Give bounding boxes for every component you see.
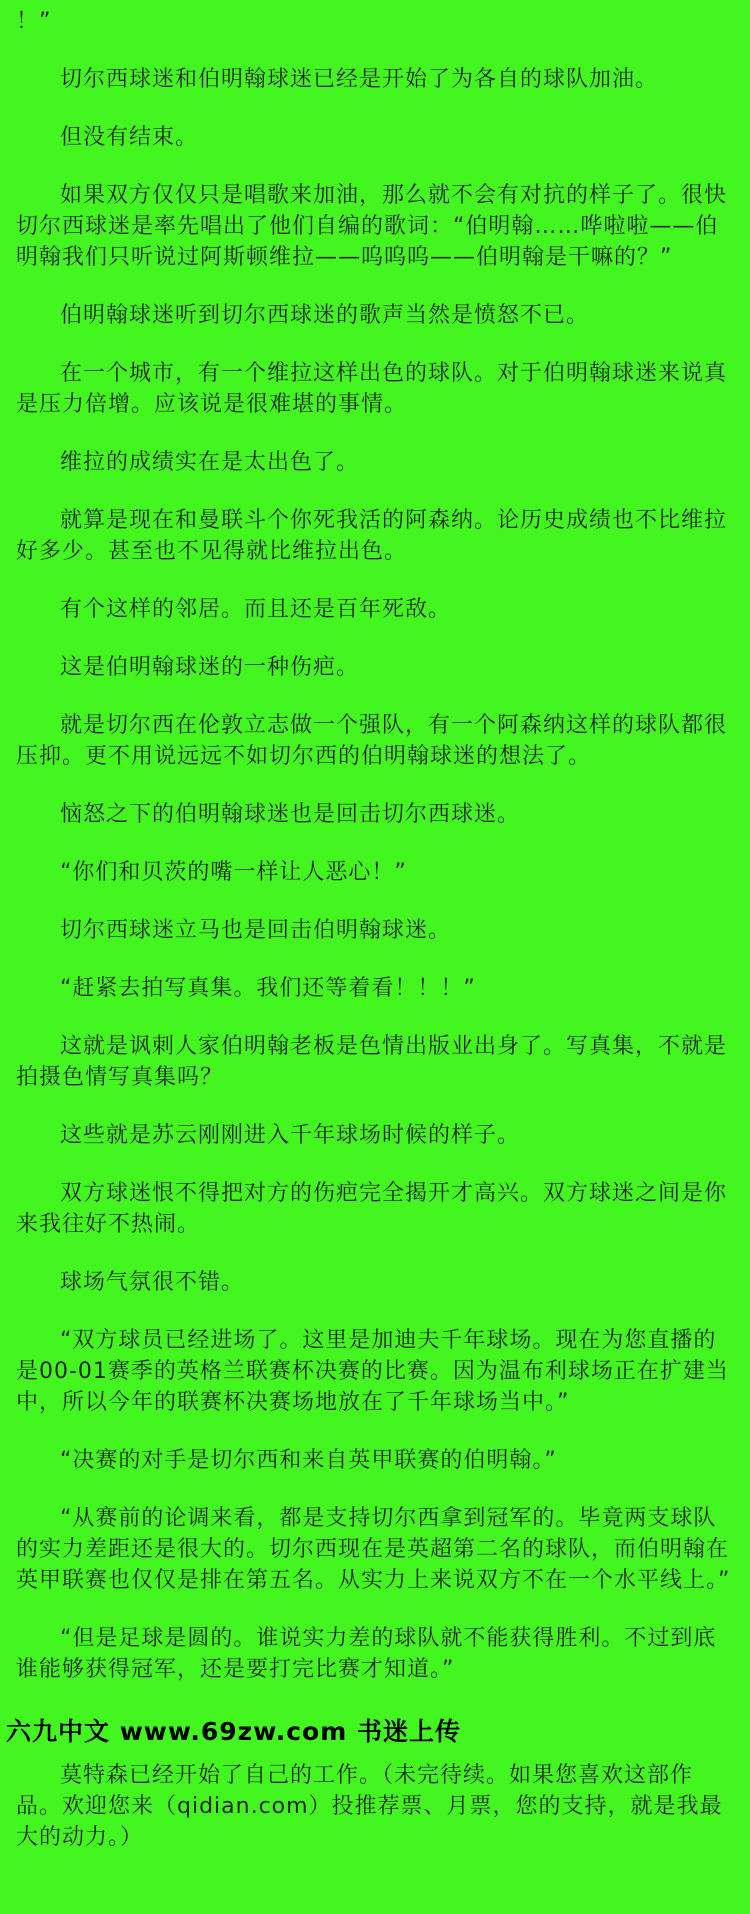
paragraph: 双方球迷恨不得把对方的伤疤完全揭开才高兴。双方球迷之间是你来我往好不热闹。 — [16, 1181, 728, 1237]
paragraph: 莫特森已经开始了自己的工作。（未完待续。如果您喜欢这部作品。欢迎您来（qidian.com）投推荐票、月票，您的支持，就是我最大的动力。） — [16, 1763, 723, 1850]
paragraph: 切尔西球迷立马也是回击伯明翰球迷。 — [60, 918, 452, 943]
paragraph: 就算是现在和曼联斗个你死我活的阿森纳。论历史成绩也不比维拉好多少。甚至也不见得就比维拉出色。 — [16, 508, 728, 564]
paragraph: 如果双方仅仅只是唱歌来加油，那么就不会有对抗的样子了。很快切尔西球迷是率先唱出了他们自编的歌词：“伯明翰……哗啦啦——伯明翰我们只听说过阿斯顿维拉——呜呜呜——伯明翰是干嘛的？” — [16, 183, 728, 270]
paragraph: 但没有结束。 — [60, 125, 199, 150]
paragraph: 这就是讽刺人家伯明翰老板是色情出版业出身了。写真集，不就是拍摄色情写真集吗？ — [16, 1034, 728, 1090]
paragraph: “从赛前的论调来看，都是支持切尔西拿到冠军的。毕竟两支球队的实力差距还是很大的。切尔西现在是英超第二名的球队，而伯明翰在英甲联赛也仅仅是排在第五名。从实力上来说双方不在一个水平线上。” — [16, 1506, 731, 1593]
paragraph: 在一个城市，有一个维拉这样出色的球队。对于伯明翰球迷来说真是压力倍增。应该说是很难堪的事情。 — [16, 361, 728, 417]
paragraph: 恼怒之下的伯明翰球迷也是回击切尔西球迷。 — [60, 802, 521, 827]
paragraph: 伯明翰球迷听到切尔西球迷的歌声当然是愤怒不已。 — [60, 303, 590, 328]
paragraph: 切尔西球迷和伯明翰球迷已经是开始了为各自的球队加油。 — [60, 67, 659, 92]
paragraph: 这是伯明翰球迷的一种伤疤。 — [60, 655, 360, 680]
site-watermark: 六九中文 www.69zw.com 书迷上传 — [6, 1717, 461, 1746]
paragraph: “双方球员已经进场了。这里是加迪夫千年球场。现在为您直播的是00-01赛季的英格兰联赛杯决赛的比赛。因为温布利球场正在扩建当中，所以今年的联赛杯决赛场地放在了千年球场当中。” — [16, 1328, 729, 1415]
paragraph: “但是足球是圆的。谁说实力差的球队就不能获得胜利。不过到底谁能够获得冠军，还是要打完比赛才知道。” — [16, 1626, 717, 1682]
paragraph: 球场气氛很不错。 — [60, 1270, 245, 1295]
paragraph: “决赛的对手是切尔西和来自英甲联赛的伯明翰。” — [60, 1448, 557, 1473]
paragraph: ！” — [16, 9, 52, 34]
paragraph: 这些就是苏云刚刚进入千年球场时候的样子。 — [60, 1123, 521, 1148]
paragraph: 就是切尔西在伦敦立志做一个强队，有一个阿森纳这样的球队都很压抑。更不用说远远不如切尔西的伯明翰球迷的想法了。 — [16, 713, 728, 769]
paragraph: “你们和贝茨的嘴一样让人恶心！” — [60, 860, 407, 885]
paragraph: 维拉的成绩实在是太出色了。 — [60, 450, 360, 475]
paragraph: 有个这样的邻居。而且还是百年死敌。 — [60, 597, 452, 622]
paragraph: “赶紧去拍写真集。我们还等着看！！！” — [60, 976, 476, 1001]
